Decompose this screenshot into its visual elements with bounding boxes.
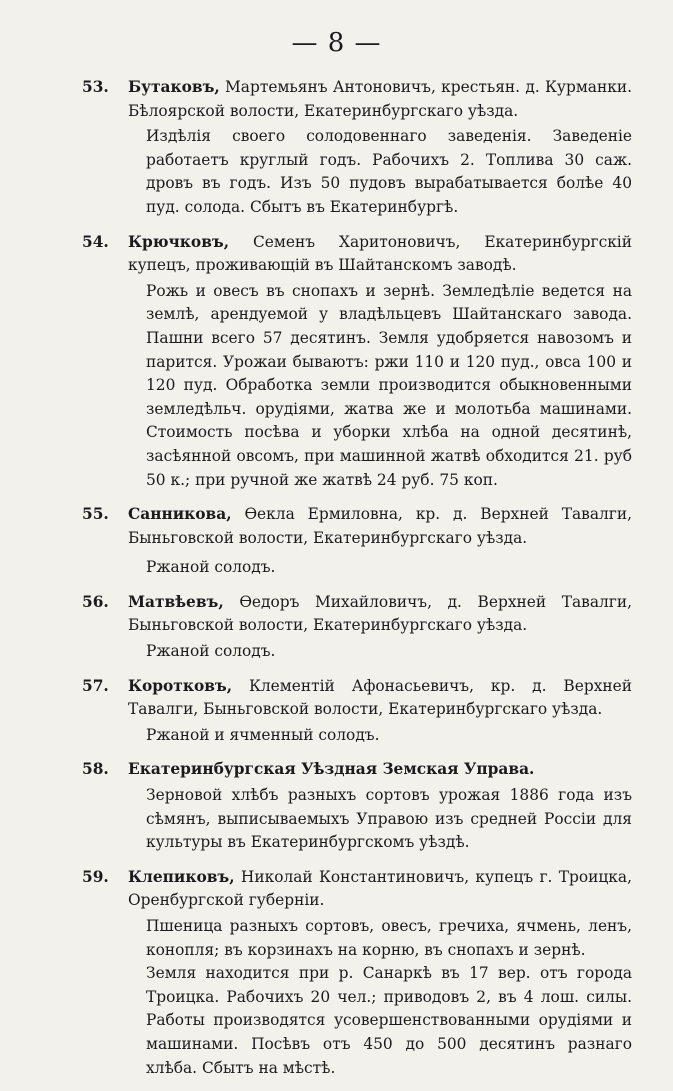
entry-heading bbox=[82, 758, 632, 782]
entry-56 bbox=[82, 591, 632, 664]
entry-number: 59. bbox=[82, 867, 109, 886]
description-paragraph: Ржаной солодъ. bbox=[146, 642, 276, 661]
entry-number: 54. bbox=[82, 232, 109, 251]
entry-description bbox=[118, 915, 632, 1080]
entry-name: Бутаковъ, bbox=[128, 78, 220, 96]
description-paragraph: Ржаной солодъ. bbox=[146, 558, 276, 577]
entry-details: Ѳекла Ермиловна, кр. д. Верхней Тавалги, Быньговской волости, Екатеринбургскаго уѣзда. bbox=[128, 505, 632, 547]
entry-description bbox=[118, 125, 632, 219]
description-paragraph: Издѣлія своего солодовеннаго заведенія. Заведеніе работаетъ круглый годъ. Рабочихъ 2. Топлива 30 саж. дровъ въ годъ. Изъ 50 пудовъ вырабатывается болѣе 40 пуд. солода. Сбытъ въ Екатеринбургѣ. bbox=[146, 127, 632, 216]
entry-number: 56. bbox=[82, 592, 109, 611]
entry-54 bbox=[82, 231, 632, 493]
entry-name: Клепиковъ, bbox=[128, 867, 235, 886]
entry-details: Клементій Афонасьевичъ, кр. д. Верхней Тавалги, Быньговской волости, Екатеринбургскаго уѣзда. bbox=[128, 676, 632, 719]
entry-description bbox=[118, 556, 632, 580]
entry-description bbox=[118, 640, 632, 664]
entry-description bbox=[118, 784, 632, 855]
entry-name: Матвѣевъ, bbox=[128, 592, 224, 611]
entry-description bbox=[118, 280, 632, 492]
page-body bbox=[82, 76, 632, 1091]
entry-heading bbox=[82, 866, 632, 913]
entry-number: 58. bbox=[82, 760, 109, 779]
description-paragraph: Ржаной и ячменный солодъ. bbox=[146, 725, 380, 744]
description-paragraph: Пшеница разныхъ сортовъ, овесъ, гречиха, ячмень, ленъ, конопля; въ корзинахъ на корню, въ снопахъ и зернѣ. bbox=[146, 917, 632, 959]
entry-58 bbox=[82, 758, 632, 854]
entry-53 bbox=[82, 76, 632, 220]
entry-57 bbox=[82, 675, 632, 748]
entry-heading bbox=[82, 591, 632, 638]
entry-details: Николай Константиновичъ, купецъ г. Троицка, Оренбургской губерніи. bbox=[128, 867, 632, 910]
entry-details: Мартемьянъ Антоновичъ, крестьян. д. Курманки. Бѣлоярской волости, Екатеринбургскаго уѣзда. bbox=[128, 78, 632, 120]
entry-heading bbox=[82, 76, 632, 123]
entry-heading bbox=[82, 231, 632, 278]
entry-name: Коротковъ, bbox=[128, 676, 233, 695]
entry-59 bbox=[82, 866, 632, 1080]
entry-name: Екатеринбургская Уѣздная Земская Управа. bbox=[128, 760, 535, 779]
entry-name: Крючковъ, bbox=[128, 232, 230, 251]
entry-heading bbox=[82, 675, 632, 722]
entry-description bbox=[118, 724, 632, 748]
entry-number: 57. bbox=[82, 676, 109, 695]
entry-number: 53. bbox=[82, 78, 109, 96]
page-number: — 8 — bbox=[291, 28, 382, 58]
entry-details: Семенъ Харитоновичъ, Екатеринбургскій купецъ, проживающій въ Шайтанскомъ заводѣ. bbox=[128, 232, 632, 275]
entry-heading bbox=[82, 503, 632, 550]
entry-name: Санникова, bbox=[128, 505, 232, 524]
description-paragraph: Рожь и овесъ въ снопахъ и зернѣ. Земледѣліе ведется на землѣ, арендуемой у владѣльцевъ Шайтанскаго завода. Пашни всего 57 десятинъ. Земля удобряется навозомъ и парится. Урожаи бываютъ: ржи 110 и 120 пуд., овса 100 и 120 пуд. Обработка земли производится обыкновенными земледѣльч. орудіями, жатва же и молотьба машинами. Стоимость посѣва и уборки хлѣба на одной десятинѣ, засѣянной овсомъ, при машинной жатвѣ обходится 21. руб 50 к.; при ручной же жатвѣ 24 руб. 75 коп. bbox=[146, 281, 632, 489]
description-paragraph: Зерновой хлѣбъ разныхъ сортовъ урожая 1886 года изъ сѣмянъ, выписываемыхъ Управою изъ средней Россіи для культуры въ Екатеринбургскомъ уѣздѣ. bbox=[146, 786, 632, 852]
entry-55 bbox=[82, 503, 632, 580]
entry-details: Ѳедоръ Михайловичъ, д. Верхней Тавалги, Быньговской волости, Екатеринбургскаго уѣзда. bbox=[128, 592, 632, 635]
description-paragraph: Земля находится при р. Санаркѣ въ 17 вер. отъ города Троицка. Рабочихъ 20 чел.; приводовъ 2, въ 4 лош. силы. Работы производятся усовершенствованными орудіями и машинами. Посѣвъ отъ 450 до 500 десятинъ разнаго хлѣба. Сбытъ на мѣстѣ. bbox=[146, 964, 632, 1077]
entry-number: 55. bbox=[82, 505, 109, 524]
